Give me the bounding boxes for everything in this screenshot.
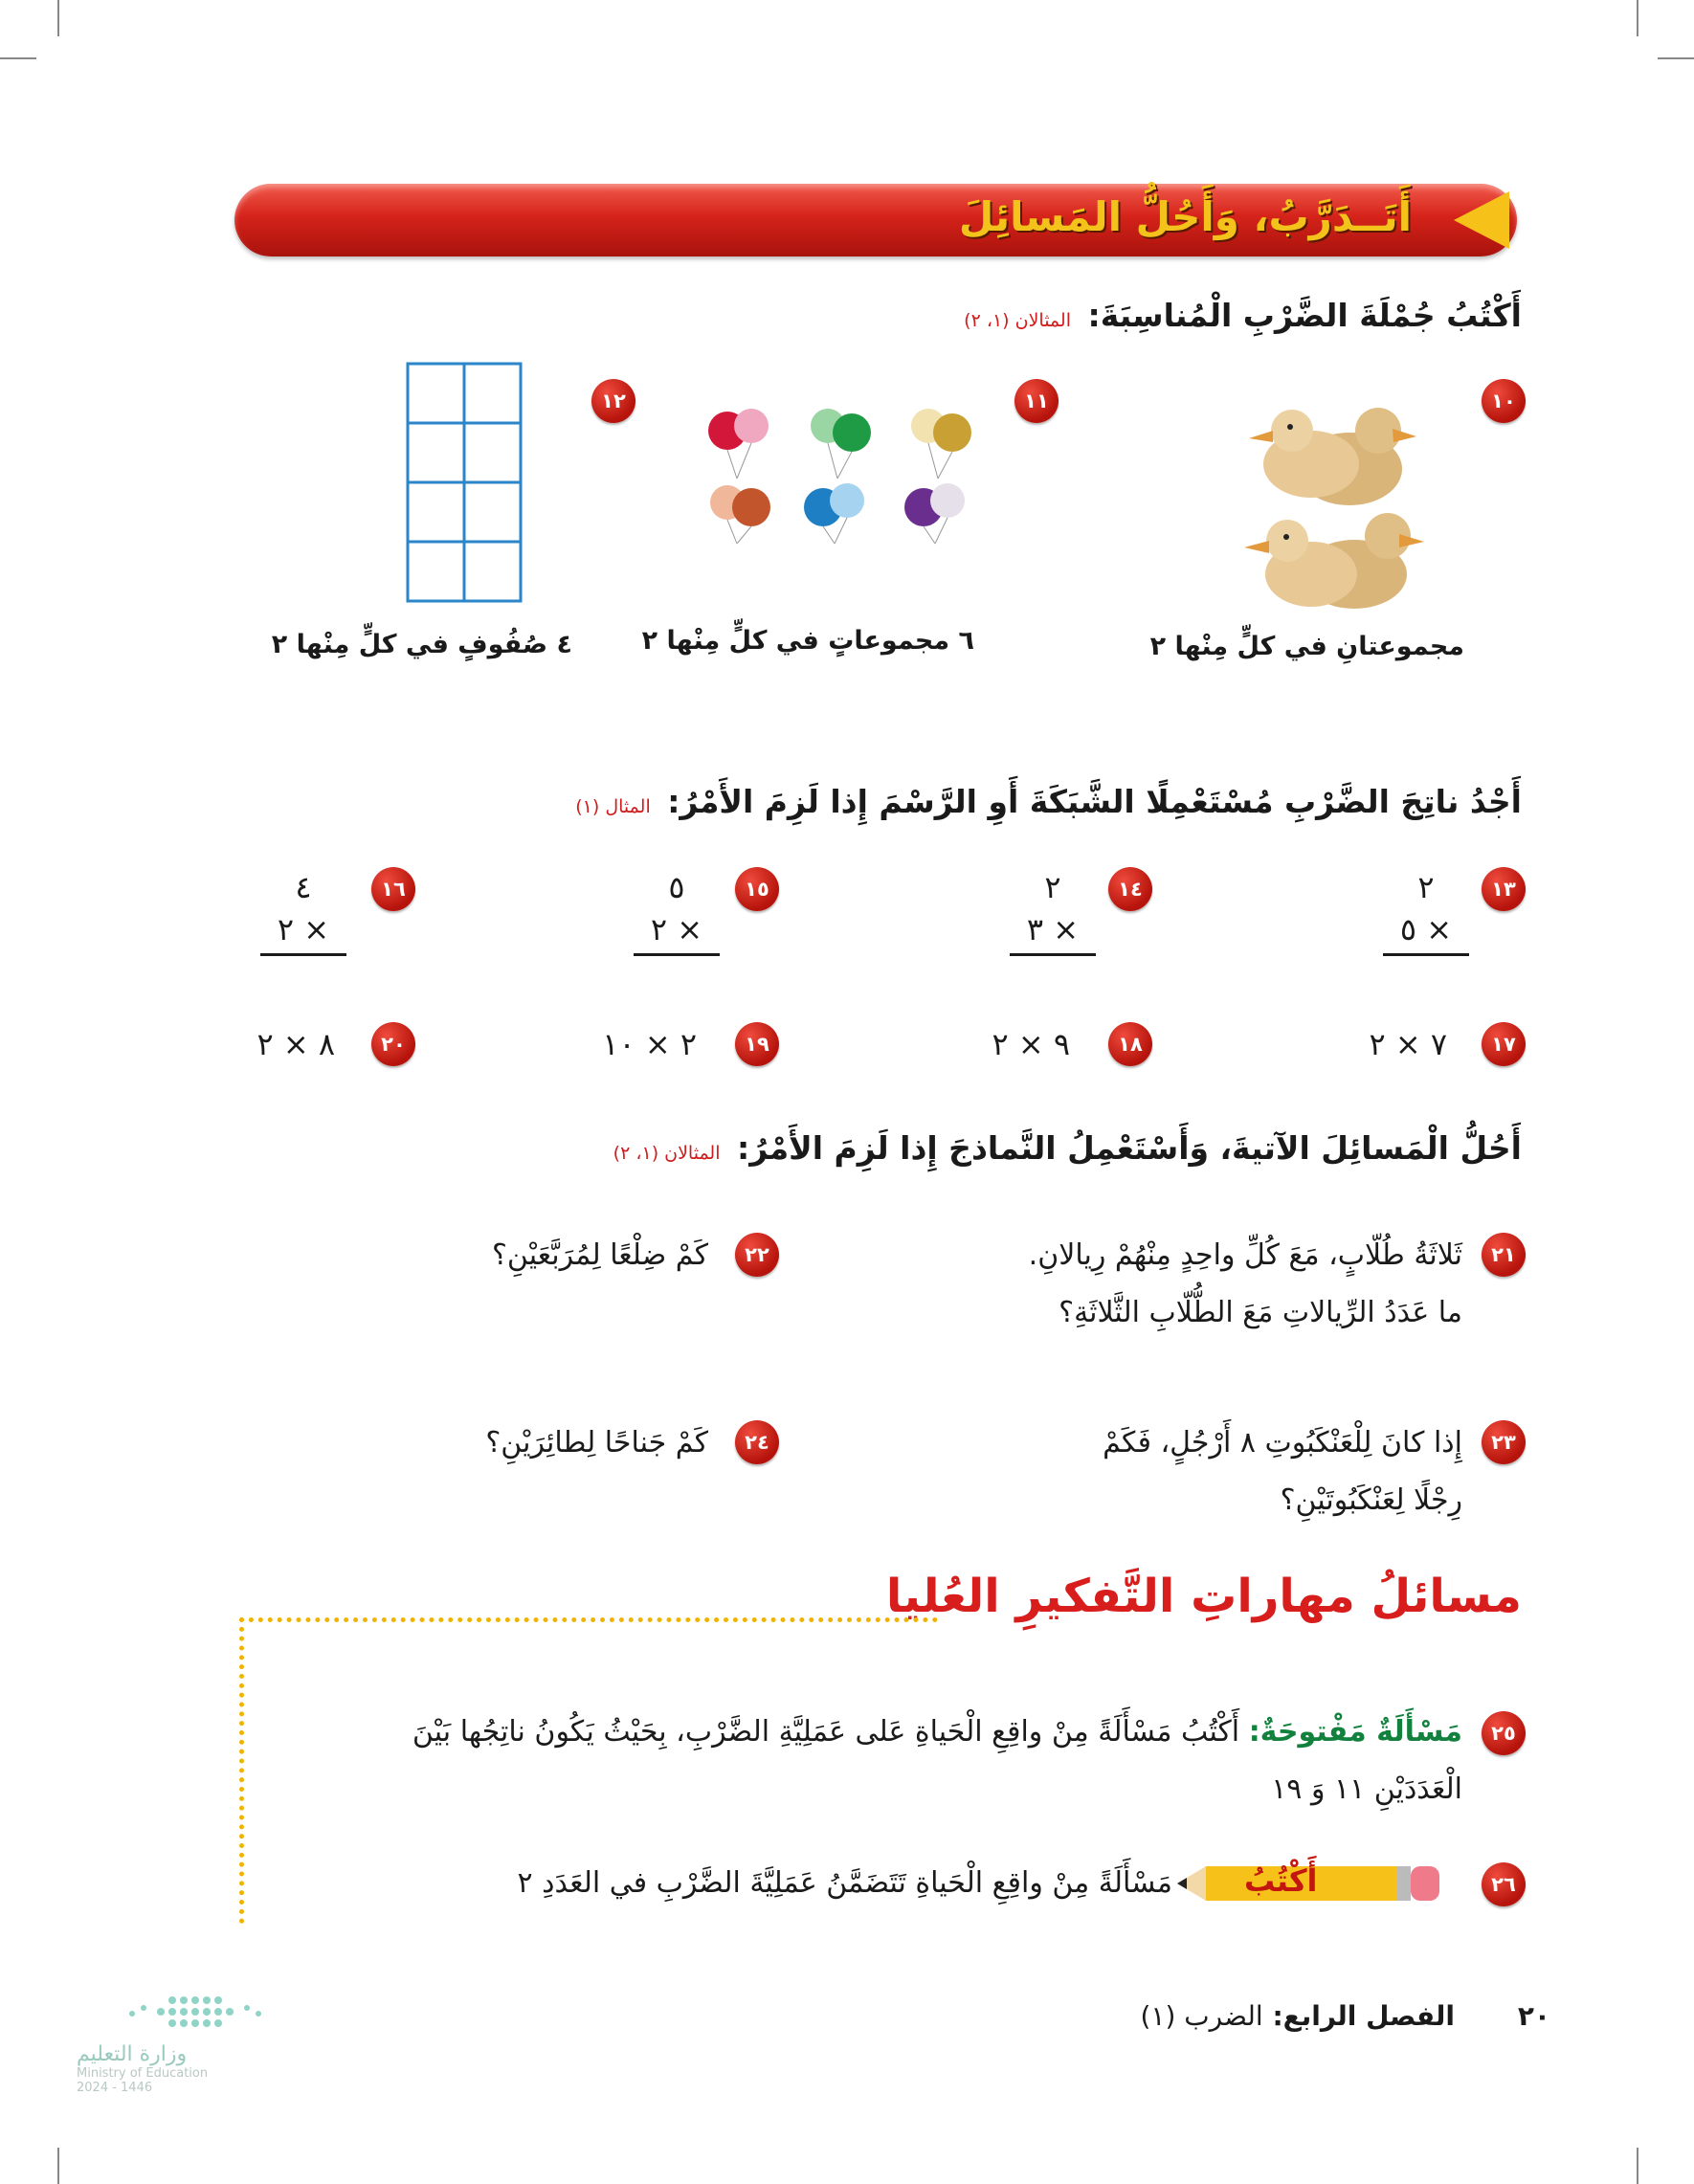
section3-heading	[613, 1129, 1522, 1167]
multiplicand: ٥	[668, 869, 685, 905]
caption-10: مجموعتانِ في كلٍّ مِنْها ٢	[1149, 632, 1464, 661]
dotted-divider	[239, 1617, 938, 1622]
section3-heading-text: أَحُلُّ الْمَسائِلَ الآتيةَ، وَأَسْتَعْمِلُ النَّماذجَ إِذا لَزِمَ الأَمْرُ:	[737, 1129, 1522, 1167]
problem-22	[230, 1227, 708, 1284]
expression-19: ٢ × ١٠	[602, 1026, 697, 1062]
question-number-23: ٢٣	[1482, 1420, 1526, 1464]
vertical-problem-15	[634, 869, 720, 956]
multiplier: ٢ ×	[634, 911, 720, 956]
multiplicand: ٢	[1417, 869, 1435, 905]
problem-21	[926, 1227, 1462, 1342]
problem-line: ثَلاثَةُ طُلّابٍ، مَعَ كُلِّ واحِدٍ مِنْهُمْ رِيالانِ.	[1028, 1238, 1462, 1272]
crop-mark	[1637, 2148, 1638, 2184]
crop-mark	[57, 2148, 59, 2184]
balloon-pair	[904, 483, 965, 544]
duckling-group-bottom	[1244, 513, 1424, 609]
question-number-15: ١٥	[735, 867, 779, 911]
section1-ref: المثالان (١، ٢)	[964, 310, 1071, 331]
question-number-22: ٢٢	[735, 1233, 779, 1277]
ministry-dots-icon	[77, 1991, 268, 2039]
dotted-divider	[239, 1617, 244, 1924]
question-number-11: ١١	[1014, 379, 1059, 423]
question-number-17: ١٧	[1482, 1022, 1526, 1066]
problem-text: أَكْتُبُ مَسْأَلَةً مِنْ واقِعِ الْحَياةِ عَلى عَمَلِيَّةِ الضَّرْبِ، بِحَيْثُ يَكُونُ ناتِجُها بَيْنَ	[412, 1715, 1240, 1749]
problem-26: مَسْأَلَةً مِنْ واقِعِ الْحَياةِ تَتَضَمَّنُ عَمَلِيَّةَ الضَّرْبِ في العَدَدِ ٢	[517, 1866, 1172, 1900]
question-number-20: ٢٠	[371, 1022, 415, 1066]
grid-icon	[406, 362, 523, 603]
vertical-problem-14	[1010, 869, 1096, 956]
question-number-10: ١٠	[1482, 379, 1526, 423]
chapter-title: الضرب (١)	[1140, 2000, 1263, 2032]
multiplier: ٢ ×	[260, 911, 346, 956]
question-number-16: ١٦	[371, 867, 415, 911]
problem-line: ما عَدَدُ الرِّيالاتِ مَعَ الطُّلّابِ الثَّلاثَةِ؟	[1059, 1296, 1462, 1329]
question-number-13: ١٣	[1482, 867, 1526, 911]
balloon-pair	[811, 409, 871, 479]
expression-17: ٧ × ٢	[1369, 1026, 1447, 1062]
expression-20: ٨ × ٢	[256, 1026, 335, 1062]
section-banner	[234, 184, 1517, 256]
problem-line: كَمْ ضِلْعًا لِمُرَبَّعَيْنِ؟	[491, 1238, 708, 1272]
balloon-pair	[804, 483, 864, 544]
section2-heading	[575, 783, 1522, 820]
problem-23	[926, 1415, 1462, 1529]
section3-ref: المثالان (١، ٢)	[613, 1143, 721, 1164]
arrow-icon	[1454, 191, 1509, 249]
expression-18: ٩ × ٢	[992, 1026, 1070, 1062]
question-number-26: ٢٦	[1482, 1862, 1526, 1906]
ministry-logo	[77, 1991, 268, 2125]
hots-title	[886, 1570, 1522, 1623]
vertical-problem-13	[1383, 869, 1469, 956]
balloon-pair	[911, 409, 971, 479]
chapter-name: الفصل الرابع:	[1272, 2000, 1455, 2032]
problem-line: الْعَدَدَيْنِ ١١ وَ ١٩	[1271, 1772, 1462, 1806]
question-number-25: ٢٥	[1482, 1711, 1526, 1755]
ministry-year: 2024 - 1446	[77, 2081, 153, 2095]
open-question-label: مَسْأَلَةٌ مَفْتوحَةٌ:	[1248, 1715, 1462, 1749]
multiplicand: ٢	[1044, 869, 1061, 905]
problem-line: كَمْ جَناحًا لِطائِرَيْنِ؟	[485, 1426, 708, 1460]
problem-line	[266, 1704, 1462, 1761]
balloon-pair	[708, 409, 769, 479]
question-number-19: ١٩	[735, 1022, 779, 1066]
vertical-problem-16	[260, 869, 346, 956]
section1-heading-text: أَكْتُبُ جُمْلَةَ الضَّرْبِ الْمُناسِبَةَ:	[1087, 297, 1522, 334]
balloon-pair	[710, 485, 770, 544]
problem-25	[266, 1704, 1462, 1818]
question-number-21: ٢١	[1482, 1233, 1526, 1277]
question-number-12: ١٢	[591, 379, 635, 423]
page-number: ٢٠	[1517, 2000, 1550, 2032]
section2-ref: المثال (١)	[575, 796, 651, 817]
problem-24	[230, 1415, 708, 1472]
crop-mark	[1658, 57, 1694, 59]
multiplier: ٣ ×	[1010, 911, 1096, 956]
question-number-18: ١٨	[1108, 1022, 1152, 1066]
chapter-label	[1140, 2000, 1455, 2032]
crop-mark	[57, 0, 59, 36]
ministry-name-ar: وزارة التعليم	[77, 2042, 188, 2066]
question-number-24: ٢٤	[735, 1420, 779, 1464]
ministry-name-en: Ministry of Education	[77, 2066, 209, 2081]
hots-title-prefix: مسائلُ	[1371, 1570, 1522, 1623]
problem-line: رِجْلًا لِعَنْكَبُوتَيْنِ؟	[1280, 1483, 1462, 1517]
ducklings-icon	[1235, 392, 1426, 613]
caption-11: ٦ مجموعاتٍ في كلٍّ مِنْها ٢	[641, 626, 974, 656]
banner-title: أَتَــدَرَّبُ، وَأَحُلُّ المَسائِلَ	[958, 193, 1412, 240]
duckling-group-top	[1249, 408, 1416, 505]
caption-12: ٤ صُفُوفٍ في كلٍّ مِنْها ٢	[271, 630, 572, 659]
section1-heading	[964, 297, 1522, 334]
multiplicand: ٤	[295, 869, 312, 905]
crop-mark	[1637, 0, 1638, 36]
section2-heading-text: أَجْدُ ناتِجَ الضَّرْبِ مُسْتَعْمِلًا الشَّبَكَةَ أَوِ الرَّسْمَ إِذا لَزِمَ الأَمْرُ:	[667, 783, 1522, 820]
write-label: أَكْتُبُ	[1244, 1862, 1318, 1899]
problem-line: إِذا كانَ لِلْعَنْكَبُوتِ ٨ أَرْجُلٍ، فَكَمْ	[1103, 1426, 1462, 1460]
multiplier: ٥ ×	[1383, 911, 1469, 956]
crop-mark	[0, 57, 36, 59]
hots-title-rest: مهاراتِ التَّفكيرِ العُليا	[885, 1570, 1355, 1623]
question-number-14: ١٤	[1108, 867, 1152, 911]
balloons-icon	[699, 402, 986, 546]
